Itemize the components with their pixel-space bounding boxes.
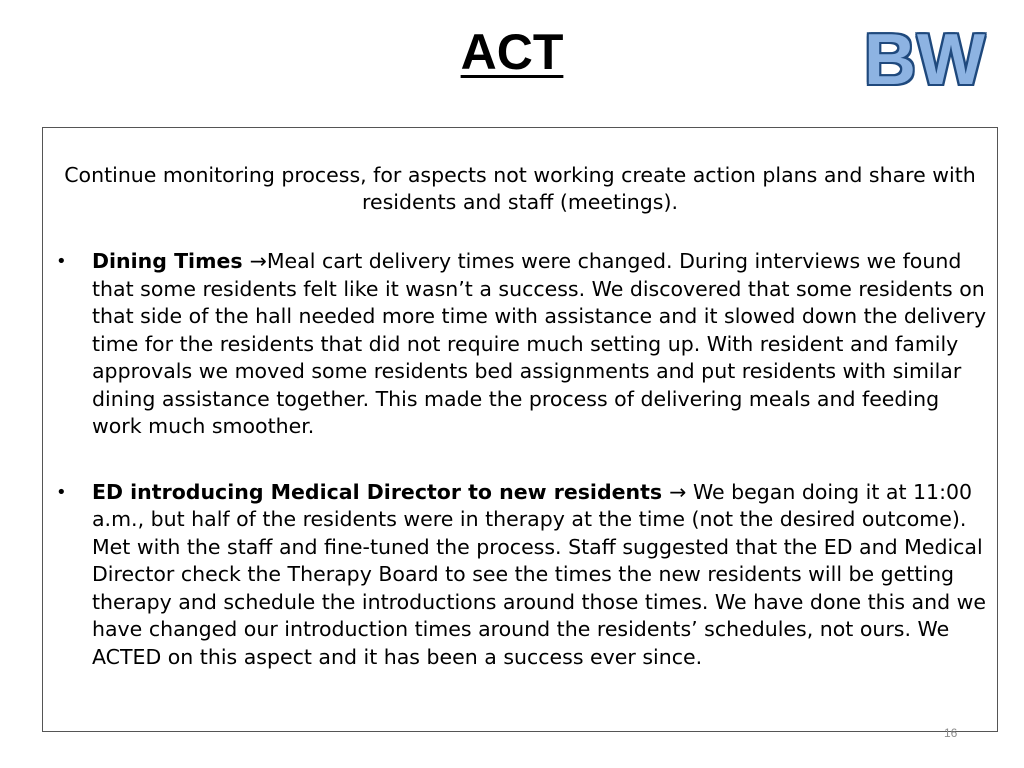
page-number: 16 — [944, 726, 958, 740]
content-box — [42, 127, 998, 732]
slide-title-text: ACT — [460, 24, 564, 80]
intro-text: Continue monitoring process, for aspects not working create action plans and share with residents and staff (meetings). — [64, 163, 976, 214]
bullet-ed-introducing — [53, 479, 987, 672]
arrow-right-icon: → — [249, 249, 267, 273]
bullet-heading: ED introducing Medical Director to new residents — [92, 479, 670, 504]
bw-logo: BW — [864, 20, 986, 100]
bullet-list — [53, 248, 987, 671]
bullet-text: We began doing it at 11:00 a.m., but half of the residents were in therapy at the time (not the desired outcome). Met with the staff and fine-tuned the process. Staff suggested that the ED and Medical Director check the Therapy Board to see the times the new residents will be getting therapy and schedule the introductions around those times. We have done this and we have changed our introduction times around the residents’ schedules, not ours. We ACTED on this aspect and it has been a success ever since. — [92, 479, 986, 669]
arrow-right-icon: → — [669, 479, 687, 504]
bullet-text: Meal cart delivery times were changed. During interviews we found that some residents felt like it wasn’t a success. We discovered that some residents on that side of the hall needed more time with assistance and it slowed down the delivery time for the residents that did not require much setting up. With resident and family approvals we moved some residents bed assignments and put residents with similar dining assistance together. This made the process of delivering meals and feeding work much smoother. — [92, 249, 987, 438]
bullet-dot-icon: • — [56, 481, 67, 503]
bullet-dining-times — [53, 248, 987, 441]
bullet-heading: Dining Times — [92, 249, 250, 273]
bullet-dot-icon: • — [56, 251, 67, 272]
